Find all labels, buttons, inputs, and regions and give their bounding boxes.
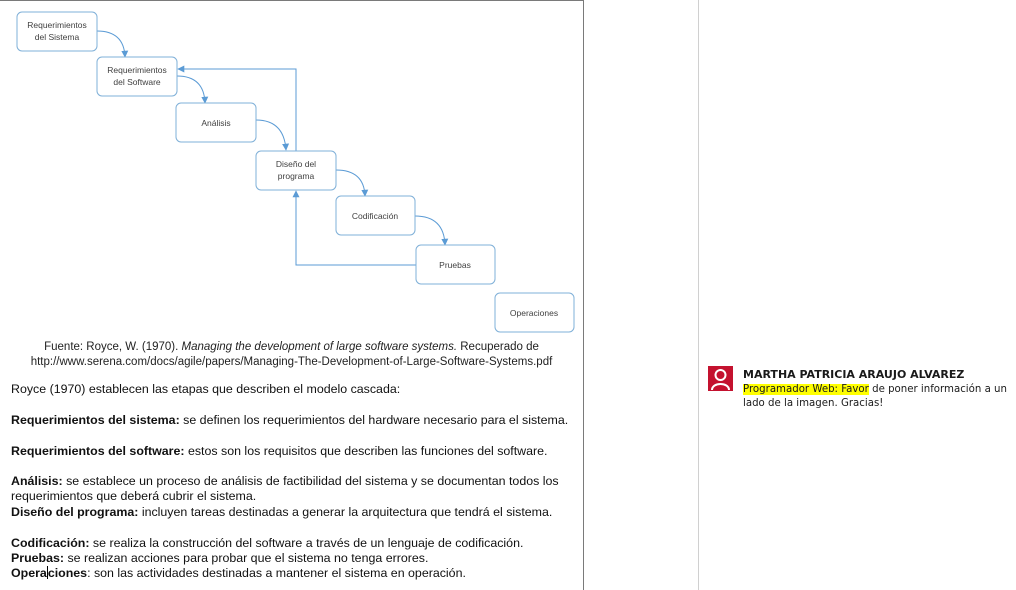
- stage-paragraph[interactable]: [11, 551, 571, 566]
- stage-desc: se realizan acciones para probar que el sistema no tenga errores.: [64, 551, 429, 565]
- arrow-codificacion-to-pruebas: [415, 216, 445, 245]
- node-label: Análisis: [201, 118, 231, 128]
- arrow-diseno-to-codificacion: [336, 170, 365, 196]
- node-codificacion: [336, 196, 415, 235]
- stage-term-part: Opera: [11, 566, 47, 580]
- node-label: Diseño del: [275, 159, 317, 169]
- stage-term: [11, 566, 87, 580]
- caption-source-title: Managing the development of large software systems.: [181, 341, 458, 353]
- waterfall-diagram: [0, 0, 583, 340]
- arrow-req-sistema-to-req-software: [97, 31, 125, 57]
- stage-paragraph[interactable]: [11, 444, 571, 459]
- comment-author: MARTHA PATRICIA ARAUJO ALVAREZ: [743, 368, 965, 381]
- figure-caption[interactable]: [10, 340, 573, 370]
- stage-paragraph[interactable]: [11, 474, 571, 504]
- stage-desc: estos son los requisitos que describen las funciones del software.: [184, 444, 548, 458]
- user-icon: [708, 366, 733, 391]
- node-diseno: [256, 151, 336, 190]
- node-label: Codificación: [351, 211, 399, 221]
- arrow-analisis-to-diseno: [256, 120, 286, 150]
- page-margin-area: [584, 0, 698, 590]
- stage-desc: se definen los requerimientos del hardware necesario para el sistema.: [179, 413, 569, 427]
- stage-desc: : son las actividades destinadas a mantener el sistema en operación.: [87, 566, 466, 580]
- stage-desc: incluyen tareas destinadas a generar la arquitectura que tendrá el sistema.: [138, 505, 553, 519]
- stage-term: Codificación:: [11, 536, 90, 550]
- stage-paragraph[interactable]: [11, 536, 571, 551]
- node-label: Requerimientos: [107, 65, 167, 75]
- node-label: del Software: [113, 77, 161, 87]
- node-req-sistema: [17, 12, 97, 51]
- stage-term: Requerimientos del software:: [11, 444, 185, 458]
- stage-term: Pruebas:: [11, 551, 65, 565]
- stage-term-part: ciones: [47, 566, 88, 580]
- comment-rest: de poner información a un lado de la imagen. Gracias!: [743, 384, 1007, 409]
- stage-paragraph[interactable]: [11, 505, 571, 520]
- node-label: programa: [277, 171, 315, 181]
- stage-term: Requerimientos del sistema:: [11, 413, 180, 427]
- comment-highlight: Programador Web: Favor: [743, 384, 869, 395]
- stage-desc: se realiza la construcción del software a través de un lenguaje de codificación.: [89, 536, 524, 550]
- node-analisis: [176, 103, 256, 142]
- node-label: Requerimientos: [27, 20, 87, 30]
- intro-paragraph[interactable]: Royce (1970) establecen las etapas que describen el modelo cascada:: [11, 382, 401, 396]
- caption-url: http://www.serena.com/docs/agile/papers/Managing-The-Development-of-Large-Software-Systems.pdf: [30, 356, 553, 368]
- stage-paragraph[interactable]: [11, 413, 571, 428]
- stage-desc: se establece un proceso de análisis de factibilidad del sistema y se documentan todos los requerimientos que deberá cubrir el sistema.: [11, 474, 559, 503]
- stage-paragraph[interactable]: [11, 566, 571, 581]
- node-req-software: [97, 57, 177, 96]
- avatar: [708, 366, 733, 391]
- caption-prefix: Fuente: Royce, W. (1970).: [44, 341, 182, 353]
- stage-term: Análisis:: [11, 474, 63, 488]
- caption-suffix: Recuperado de: [457, 341, 539, 353]
- stage-term: Diseño del programa:: [11, 505, 139, 519]
- node-operaciones: [495, 293, 574, 332]
- comment-pane: [699, 0, 1016, 590]
- node-pruebas: [416, 245, 495, 284]
- node-label: Pruebas: [439, 260, 471, 270]
- arrow-req-software-to-analisis: [177, 76, 205, 103]
- comment-text[interactable]: [743, 383, 1008, 411]
- node-label: del Sistema: [34, 32, 80, 42]
- node-label: Operaciones: [509, 308, 559, 318]
